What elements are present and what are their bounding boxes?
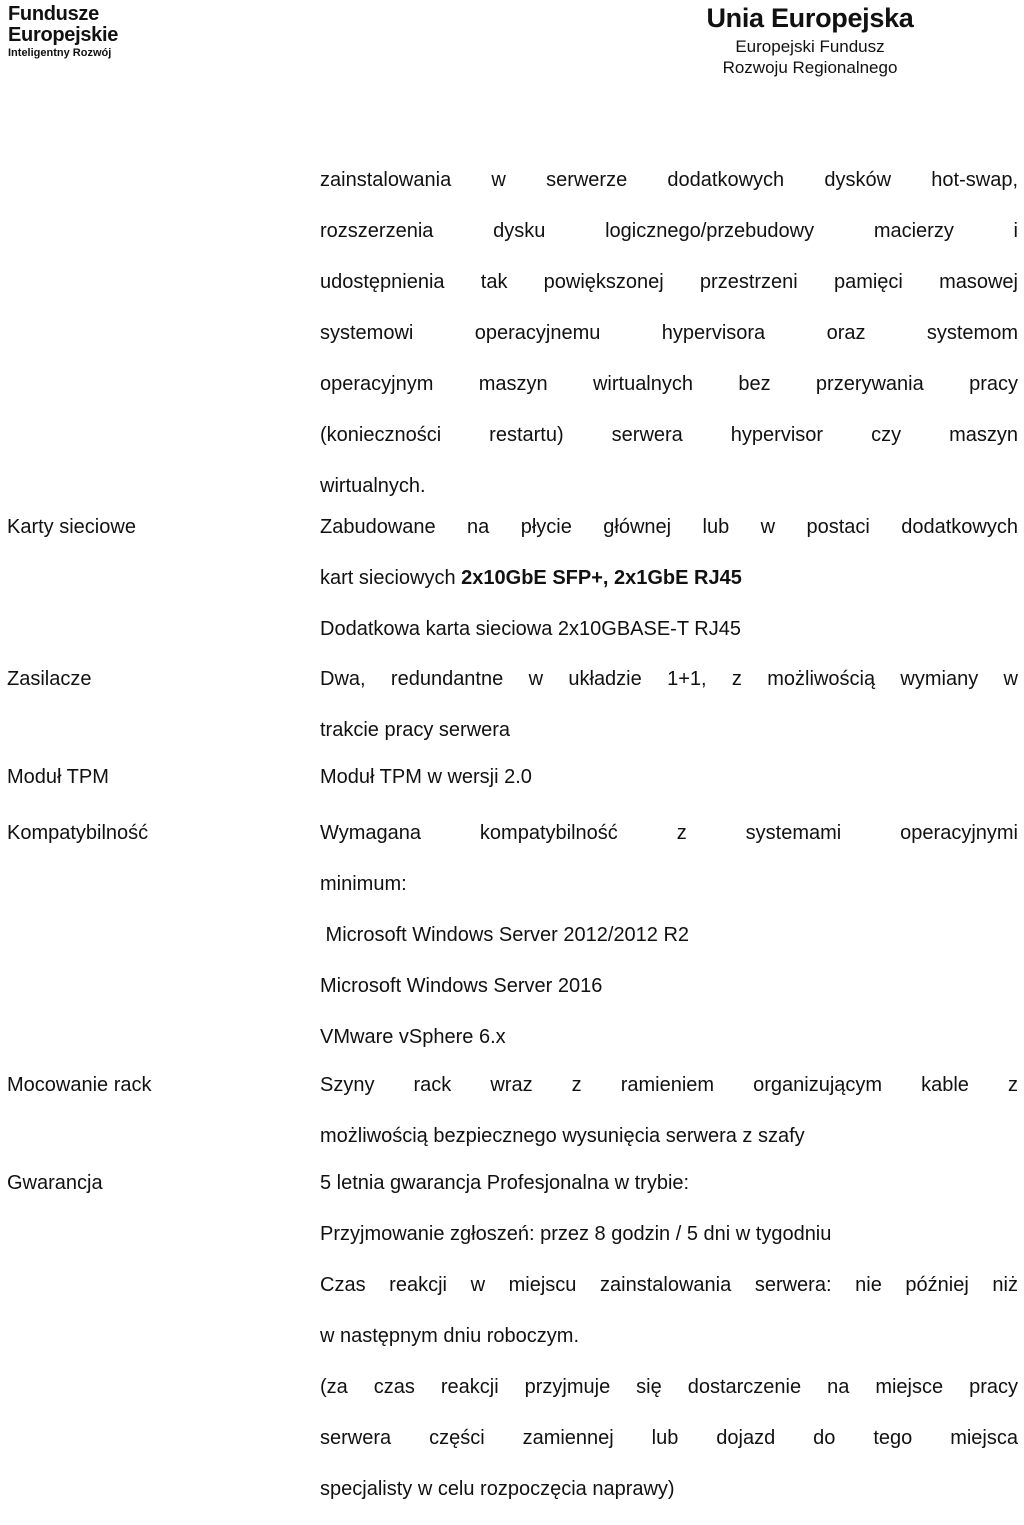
text-line: Czas reakcji w miejscu zainstalowania serwera: nie później niż	[320, 1274, 1018, 1296]
spec-label: Kompatybilność	[7, 822, 149, 844]
text-line: Microsoft Windows Server 2016	[320, 975, 603, 997]
spec-value	[320, 512, 1018, 665]
text-line: Wymagana kompatybilność z systemami operacyjnymi	[320, 822, 1018, 844]
text-line: systemowi operacyjnemu hypervisora oraz systemom	[320, 322, 1018, 344]
text-line: Zabudowane na płycie głównej lub w postaci dodatkowych	[320, 516, 1018, 538]
unia-europejska-logo	[680, 2, 940, 78]
spec-label: Moduł TPM	[7, 766, 109, 788]
spec-label: Gwarancja	[7, 1172, 103, 1194]
text-line: rozszerzenia dysku logicznego/przebudowy macierzy i	[320, 220, 1018, 242]
text-line: możliwością bezpiecznego wysunięcia serwera z szafy	[320, 1125, 805, 1147]
fundusze-europejskie-logo	[8, 4, 118, 60]
text-plain: kart sieciowych	[320, 567, 462, 589]
page-header	[0, 0, 1024, 110]
text-line: udostępnienia tak powiększonej przestrzeni pamięci masowej	[320, 271, 1018, 293]
spec-value	[320, 762, 1018, 813]
logo-left-line3: Inteligentny Rozwój	[8, 47, 112, 59]
text-line: Szyny rack wraz z ramieniem organizującym kable z	[320, 1074, 1018, 1096]
logo-right-line1: Unia Europejska	[706, 3, 914, 33]
text-line: Dodatkowa karta sieciowa 2x10GBASE-T RJ45	[320, 618, 741, 640]
spec-value	[320, 1168, 1018, 1525]
text-line: serwera części zamiennej lub dojazd do tego miejsca	[320, 1427, 1018, 1449]
text-line: Przyjmowanie zgłoszeń: przez 8 godzin / 5 dni w tygodniu	[320, 1223, 832, 1245]
spec-label: Zasilacze	[7, 668, 92, 690]
text-line: zainstalowania w serwerze dodatkowych dysków hot-swap,	[320, 169, 1018, 191]
text-line: operacyjnym maszyn wirtualnych bez przerywania pracy	[320, 373, 1018, 395]
spec-value	[320, 818, 1018, 1073]
text-line: w następnym dniu roboczym.	[320, 1325, 580, 1347]
text-line: VMware vSphere 6.x	[320, 1026, 506, 1048]
logo-right-line3: Rozwoju Regionalnego	[722, 58, 898, 77]
spec-value	[320, 1070, 1018, 1172]
text-line: minimum:	[320, 873, 407, 895]
continuation-text	[320, 165, 1018, 522]
spec-label: Karty sieciowe	[7, 516, 136, 538]
logo-left-line1: Fundusze	[8, 3, 99, 25]
text-line: (za czas reakcji przyjmuje się dostarczenie na miejsce pracy	[320, 1376, 1018, 1398]
logo-right-line2: Europejski Fundusz	[735, 36, 885, 56]
text-line: specjalisty w celu rozpoczęcia naprawy)	[320, 1478, 675, 1500]
text-line: Moduł TPM w wersji 2.0	[320, 766, 532, 788]
text-line: Dwa, redundantne w układzie 1+1, z możliwością wymiany w	[320, 668, 1018, 690]
text-line	[320, 563, 1018, 614]
spec-value	[320, 664, 1018, 766]
text-line: 5 letnia gwarancja Profesjonalna w trybie:	[320, 1172, 690, 1194]
text-bold: 2x10GbE SFP+, 2x1GbE RJ45	[461, 567, 742, 589]
text-line: trakcie pracy serwera	[320, 719, 511, 741]
text-line: wirtualnych.	[320, 475, 426, 497]
logo-left-line2: Europejskie	[8, 24, 119, 46]
spec-label: Mocowanie rack	[7, 1074, 152, 1096]
text-line: Microsoft Windows Server 2012/2012 R2	[320, 924, 690, 946]
text-line: (konieczności restartu) serwera hypervisor czy maszyn	[320, 424, 1018, 446]
